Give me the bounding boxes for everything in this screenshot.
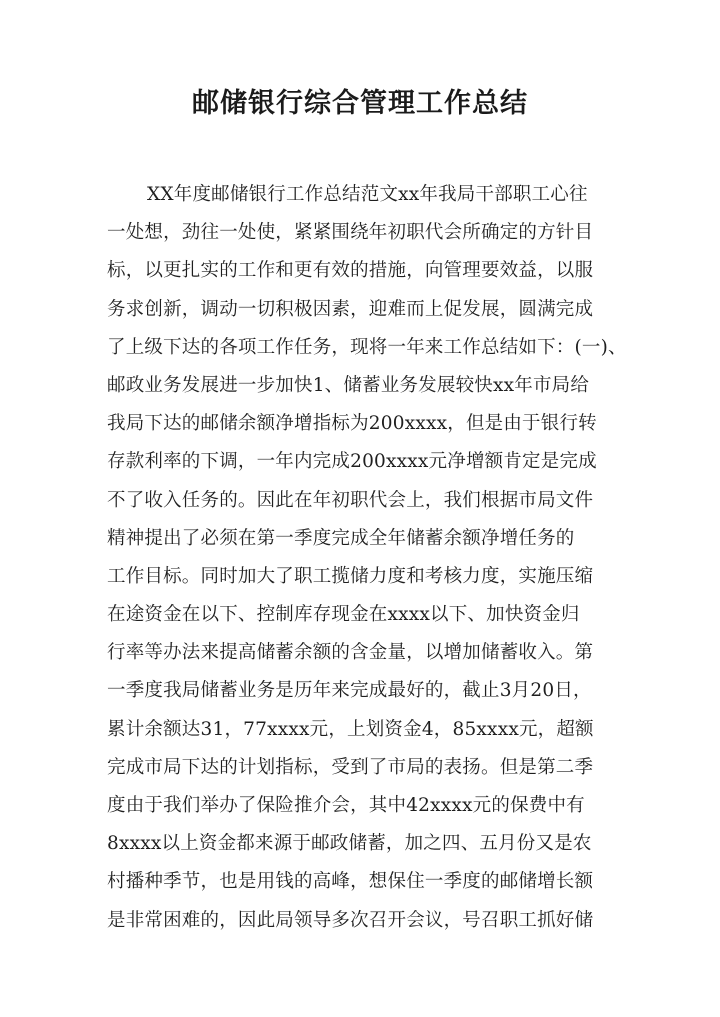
document-body [107, 176, 627, 940]
body-line: 8xxxx以上资金都来源于邮政储蓄，加之四、五月份又是农 [107, 833, 592, 855]
body-line: 度由于我们举办了保险推介会，其中42xxxx元的保费中有 [107, 795, 585, 816]
body-line: 标，以更扎实的工作和更有效的措施，向管理要效益，以服 [107, 260, 594, 282]
body-line: 不了收入任务的。因此在年初职代会上，我们根据市局文件 [107, 489, 594, 511]
body-line: 务求创新，调动一切积极因素，迎难而上促发展，圆满完成 [107, 298, 594, 320]
body-line: 一季度我局储蓄业务是历年来完成最好的，截止3月20日， [107, 680, 592, 702]
body-line: 我局下达的邮储余额净增指标为200xxxx，但是由于银行转 [107, 413, 597, 435]
body-line: 了上级下达的各项工作任务，现将一年来工作总结如下：(一)、 [107, 336, 627, 358]
body-line: 存款利率的下调，一年内完成200xxxx元净增额肯定是完成 [107, 451, 597, 473]
body-line: 是非常困难的，因此局领导多次召开会议，号召职工抓好储 [107, 909, 594, 931]
body-line: 完成市局下达的计划指标，受到了市局的表扬。但是第二季 [107, 756, 594, 778]
body-line: XX年度邮储银行工作总结范文xx年我局干部职工心往 [147, 184, 588, 205]
body-line: 精神提出了必须在第一季度完成全年储蓄余额净增任务的 [107, 527, 575, 549]
body-line: 一处想，劲往一处使，紧紧围绕年初职代会所确定的方针目 [107, 222, 594, 244]
body-line: 村播种季节，也是用钱的高峰，想保住一季度的邮储增长额 [107, 871, 594, 893]
body-line: 累计余额达31，77xxxx元，上划资金4，85xxxx元，超额 [107, 718, 594, 740]
body-line: 行率等办法来提高储蓄余额的含金量，以增加储蓄收入。第 [107, 642, 594, 664]
document-title: 邮储银行综合管理工作总结 [192, 88, 528, 119]
body-line: 邮政业务发展进一步加快1、储蓄业务发展较快xx年市局给 [107, 374, 590, 396]
body-line: 工作目标。同时加大了职工揽储力度和考核力度，实施压缩 [107, 565, 594, 587]
body-line: 在途资金在以下、控制库存现金在xxxx以下、加快资金归 [107, 604, 580, 626]
